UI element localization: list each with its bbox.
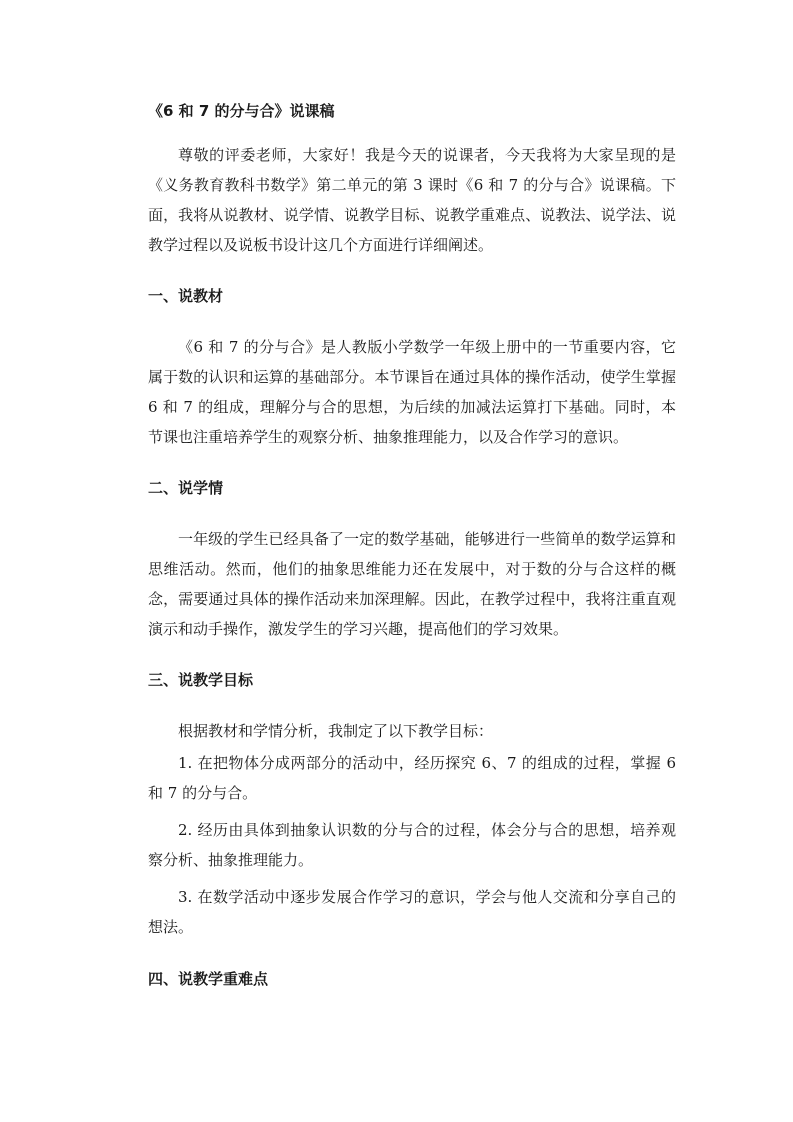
- section-body-textbook: 《6 和 7 的分与合》是人教版小学数学一年级上册中的一节重要内容，它属于数的认识和运算的基础部分。本节课旨在通过具体的操作活动，使学生掌握 6 和 7 的组成，理解分与合的思想，为后续的加减法运算打下基础。同时，本节课也注重培养学生的观察分析、抽象推理能力，以及合作学习的意识。: [148, 338, 676, 446]
- section-heading-students: 二、说学情: [148, 479, 224, 497]
- section-heading-key-points: 四、说教学重难点: [148, 970, 269, 988]
- section-heading-textbook: 一、说教材: [148, 287, 224, 305]
- objectives-intro: 根据教材和学情分析，我制定了以下教学目标：: [178, 722, 494, 740]
- section-body-students: 一年级的学生已经具备了一定的数学基础，能够进行一些简单的数学运算和思维活动。然而，他们的抽象思维能力还在发展中，对于数的分与合这样的概念，需要通过具体的操作活动来加深理解。因此，在教学过程中，我将注重直观演示和动手操作，激发学生的学习兴趣，提高他们的学习效果。: [148, 530, 676, 638]
- objective-item-3: 3. 在数学活动中逐步发展合作学习的意识，学会与他人交流和分享自己的想法。: [148, 888, 676, 936]
- section-heading-objectives: 三、说教学目标: [148, 671, 254, 689]
- intro-paragraph: 尊敬的评委老师，大家好！我是今天的说课者，今天我将为大家呈现的是《义务教育教科书数学》第二单元的第 3 课时《6 和 7 的分与合》说课稿。下面，我将从说教材、说学情、说教学目标、说教学重难点、说教法、说学法、说教学过程以及说板书设计这几个方面进行详细阐述。: [148, 146, 676, 254]
- objective-item-2: 2. 经历由具体到抽象认识数的分与合的过程，体会分与合的思想，培养观察分析、抽象推理能力。: [148, 821, 676, 869]
- document-content: [148, 96, 676, 1015]
- objective-item-1: 1. 在把物体分成两部分的活动中，经历探究 6、7 的组成的过程，掌握 6 和 7 的分与合。: [148, 754, 676, 802]
- document-title: 《6 和 7 的分与合》说课稿: [148, 102, 335, 120]
